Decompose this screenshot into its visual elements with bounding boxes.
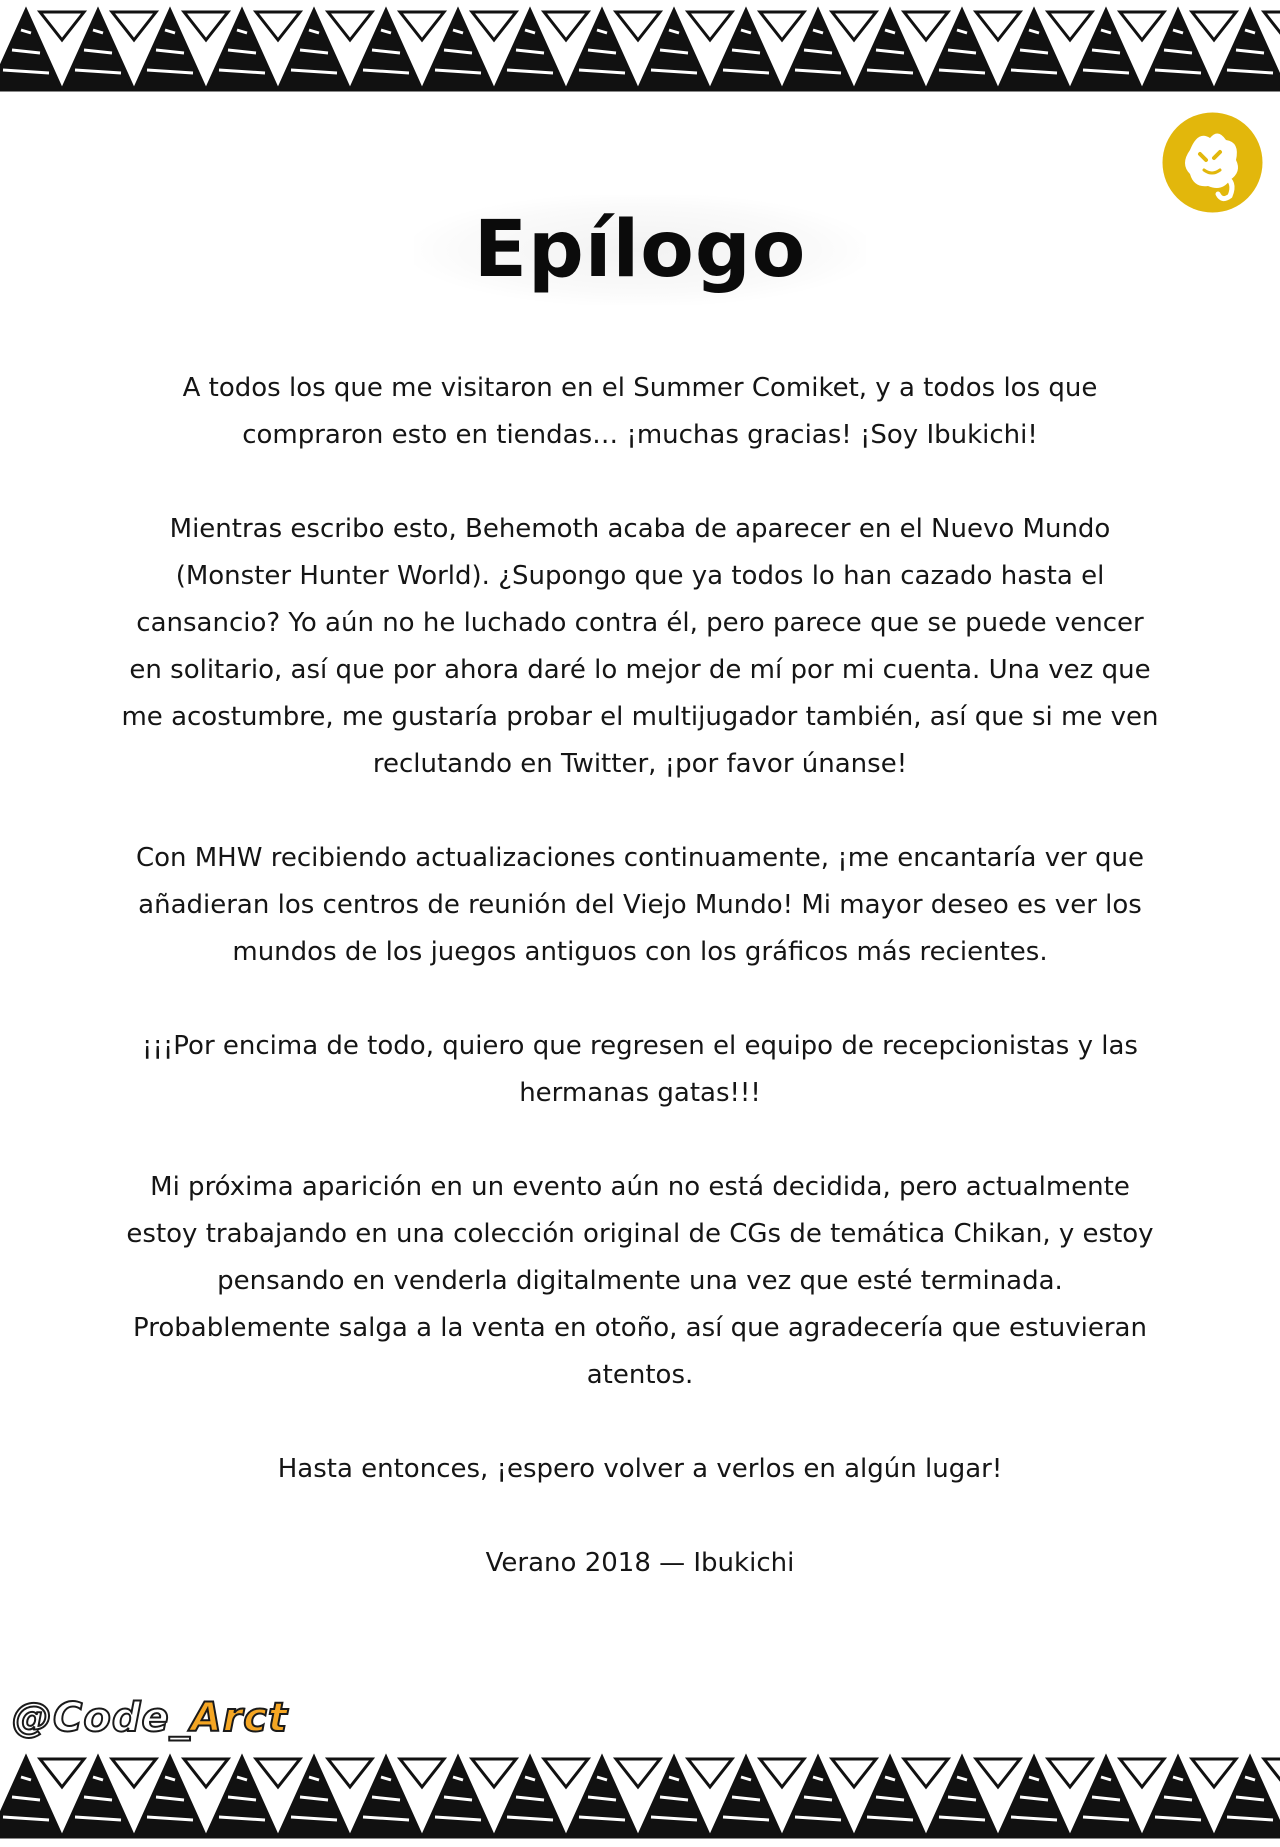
triangle-outline-mark	[184, 12, 228, 40]
triangle-outline-mark	[616, 12, 660, 40]
triangle-outline-mark	[400, 12, 444, 40]
triangle-mark	[0, 1757, 62, 1837]
triangle-outline-mark	[1192, 1759, 1236, 1787]
triangle-outline-mark	[256, 12, 300, 40]
page-title: Epílogo	[414, 195, 867, 305]
triangle-outline-mark	[544, 12, 588, 40]
triangle-outline-mark	[544, 1759, 588, 1787]
triangle-outline-mark	[1192, 12, 1236, 40]
triangle-outline-mark	[904, 1759, 948, 1787]
triangle-outline-mark	[256, 1759, 300, 1787]
watermark-prefix: @Code_	[12, 1695, 191, 1741]
triangle-outline-mark	[112, 12, 156, 40]
triangle-outline-mark	[40, 12, 84, 40]
triangle-outline-mark	[832, 12, 876, 40]
triangle-pattern-icon	[0, 0, 1280, 100]
signature-line: Verano 2018 — Ibukichi	[485, 1548, 795, 1578]
triangle-outline-mark	[184, 1759, 228, 1787]
decorative-border-top	[0, 0, 1280, 100]
triangle-outline-mark	[112, 1759, 156, 1787]
triangle-outline-mark	[400, 1759, 444, 1787]
decorative-border-bottom	[0, 1747, 1280, 1847]
triangle-outline-mark	[472, 12, 516, 40]
triangle-outline-mark	[1264, 12, 1280, 40]
triangle-outline-mark	[472, 1759, 516, 1787]
triangle-outline-mark	[40, 1759, 84, 1787]
paragraph-thanks: A todos los que me visitaron en el Summer Comiket, y a todos los que compraron esto en tiendas… ¡muchas gracias! ¡Soy Ibukichi!	[182, 373, 1098, 450]
triangle-outline-mark	[616, 1759, 660, 1787]
triangle-outline-mark	[688, 12, 732, 40]
triangle-outline-mark	[760, 1759, 804, 1787]
triangle-outline-mark	[328, 12, 372, 40]
paragraph-wish: ¡¡¡Por encima de todo, quiero que regresen el equipo de recepcionistas y las hermanas gatas!!!	[142, 1031, 1138, 1108]
watermark-accent: Arct	[190, 1695, 289, 1741]
triangle-outline-mark	[904, 12, 948, 40]
paragraph-behemoth: Mientras escribo esto, Behemoth acaba de aparecer en el Nuevo Mundo (Monster Hunter World). ¿Supongo que ya todos lo han cazado hasta el cansancio? Yo aún no he luchado contra él, pero parece que se puede vencer en solitario, así que por ahora daré lo mejor de mí por mi cuenta. Una vez que me acostumbre, me gustaría probar el multijugador también, así que si me ven reclutando en Twitter, ¡por favor únanse!	[121, 514, 1159, 779]
triangle-outline-mark	[760, 12, 804, 40]
triangle-outline-mark	[1264, 1759, 1280, 1787]
triangle-outline-mark	[328, 1759, 372, 1787]
triangle-outline-mark	[1120, 12, 1164, 40]
triangle-outline-mark	[1120, 1759, 1164, 1787]
triangle-outline-mark	[1048, 12, 1092, 40]
triangle-outline-mark	[1048, 1759, 1092, 1787]
triangle-mark	[0, 10, 62, 90]
paragraph-updates: Con MHW recibiendo actualizaciones continuamente, ¡me encantaría ver que añadieran los centros de reunión del Viejo Mundo! Mi mayor deseo es ver los mundos de los juegos antiguos con los gráficos más recientes.	[135, 843, 1145, 967]
triangle-pattern-icon	[0, 1747, 1280, 1847]
watermark-handle	[12, 1695, 288, 1741]
triangle-outline-mark	[976, 1759, 1020, 1787]
epilogue-body	[120, 365, 1160, 1634]
triangle-outline-mark	[976, 12, 1020, 40]
title-area	[0, 195, 1280, 305]
triangle-outline-mark	[832, 1759, 876, 1787]
paragraph-next-event: Mi próxima aparición en un evento aún no está decidida, pero actualmente estoy trabajando en una colección original de CGs de temática Chikan, y estoy pensando en venderla digitalmente una vez que esté terminada. Probablemente salga a la venta en otoño, así que agradecería que estuvieran atentos.	[126, 1172, 1154, 1390]
triangle-outline-mark	[688, 1759, 732, 1787]
paragraph-farewell: Hasta entonces, ¡espero volver a verlos en algún lugar!	[277, 1454, 1003, 1484]
